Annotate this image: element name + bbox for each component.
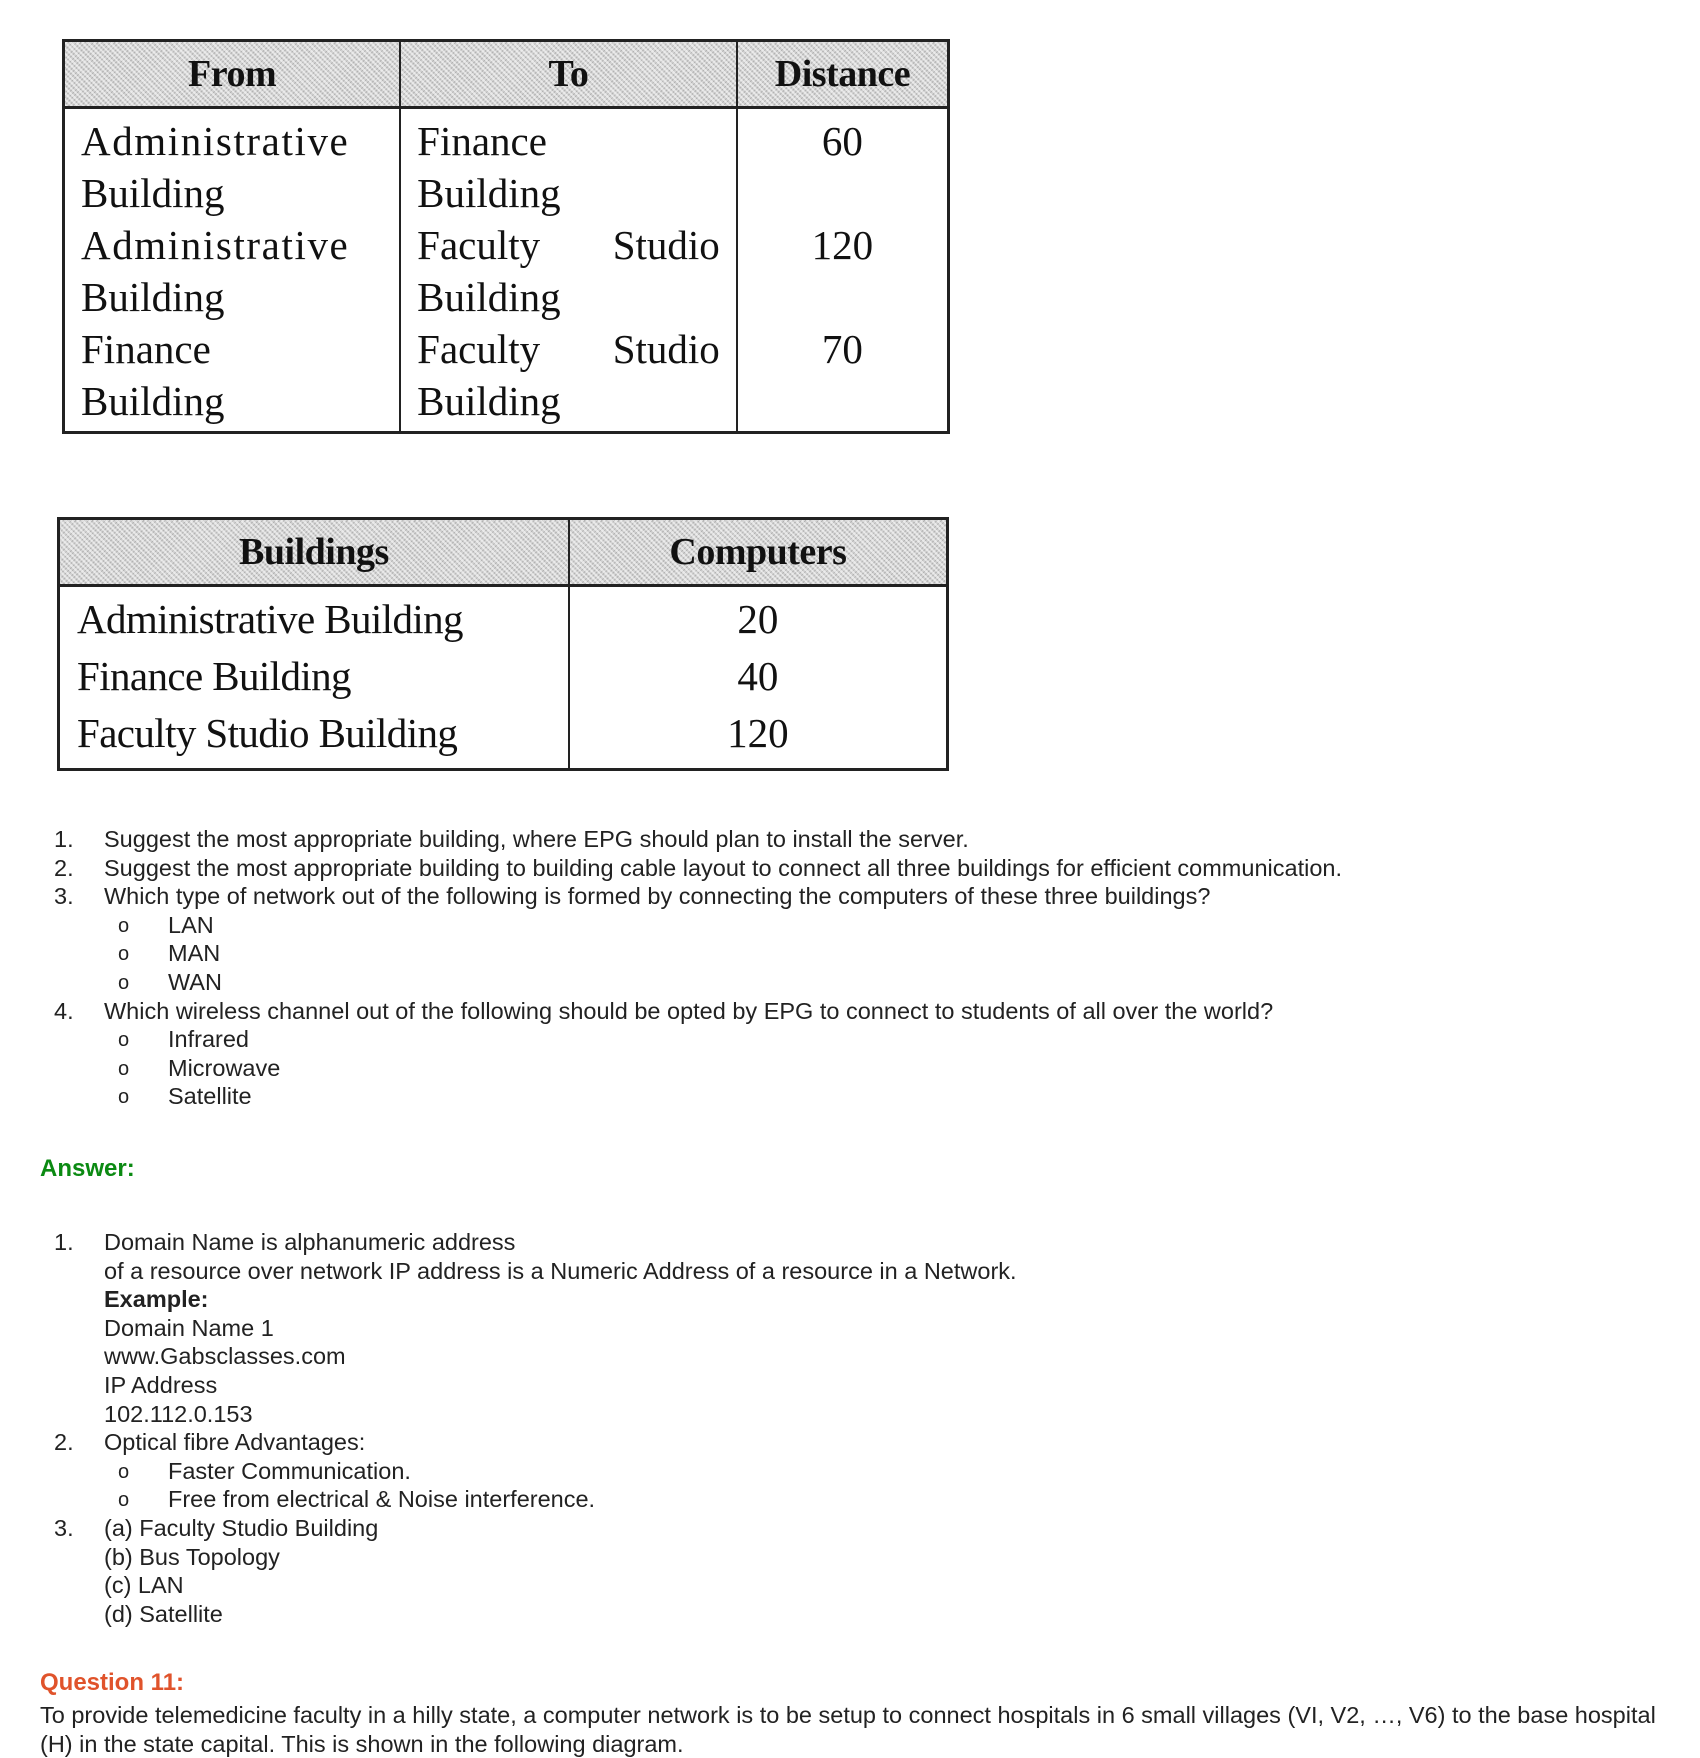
- table-header-row: [59, 519, 948, 586]
- cell-building: Finance Building: [59, 648, 569, 705]
- bullet-icon: o: [118, 1029, 130, 1052]
- column-header-buildings: Buildings: [59, 519, 569, 586]
- question-11-heading: Question 11:: [40, 1669, 185, 1696]
- question-item: 1. Suggest the most appropriate building, where EPG should plan to install the server.: [54, 826, 969, 852]
- column-header-from: From: [64, 41, 401, 108]
- option-item: o WAN: [0, 968, 1700, 997]
- bullet-icon: o: [118, 1489, 130, 1512]
- table-row: [59, 586, 948, 649]
- cell-from: Administrative Building: [64, 108, 401, 220]
- cell-building: Faculty Studio Building: [59, 705, 569, 770]
- cell-to: Faculty Studio Building: [400, 219, 737, 323]
- cell-from: Finance Building: [64, 323, 401, 433]
- option-item: o Faster Communication.: [0, 1457, 1700, 1486]
- bullet-icon: o: [118, 914, 130, 937]
- cell-building: Administrative Building: [59, 586, 569, 649]
- cell-to: Finance Building: [400, 108, 737, 220]
- cell-distance: 120: [737, 219, 949, 323]
- table-row: [64, 108, 949, 220]
- option-item: o Satellite: [0, 1082, 1700, 1111]
- answer-heading: Answer:: [40, 1155, 135, 1182]
- option-item: o LAN: [0, 911, 1700, 940]
- option-item: o Free from electrical & Noise interference.: [0, 1485, 1700, 1514]
- column-header-computers: Computers: [569, 519, 948, 586]
- cell-computers: 120: [569, 705, 948, 770]
- table-row: [64, 323, 949, 433]
- table-row: [59, 648, 948, 705]
- cell-distance: 70: [737, 323, 949, 433]
- cell-computers: 40: [569, 648, 948, 705]
- option-item: o Microwave: [0, 1054, 1700, 1083]
- column-header-to: To: [400, 41, 737, 108]
- bullet-icon: o: [118, 1460, 130, 1483]
- bullet-icon: o: [118, 1057, 130, 1080]
- answer-item: 2. Optical fibre Advantages:: [54, 1429, 366, 1456]
- cell-from: Administrative Building: [64, 219, 401, 323]
- cell-to: Faculty Studio Building: [400, 323, 737, 433]
- computers-table: [57, 517, 949, 771]
- cell-distance: 60: [737, 108, 949, 220]
- example-label: Example:: [104, 1286, 209, 1313]
- bullet-icon: o: [118, 943, 130, 966]
- cell-computers: 20: [569, 586, 948, 649]
- bullet-icon: o: [118, 1086, 130, 1109]
- table-row: [64, 219, 949, 323]
- option-item: o Infrared: [0, 1025, 1700, 1054]
- question-item: 3. Which type of network out of the following is formed by connecting the computers of these three buildings?: [54, 883, 1211, 910]
- distance-table: [62, 39, 950, 434]
- column-header-distance: Distance: [737, 41, 949, 108]
- questions-list: [0, 825, 1700, 1111]
- table-row: [59, 705, 948, 770]
- answers-list: [0, 1228, 1700, 1628]
- answer-item: 1. Domain Name is alphanumeric address of a resource over network IP address is a Numeric Address of a resource in a Network. Example: Domain Name 1 www.Gabsclasses.com IP Address 102.112.0.153: [0, 1228, 1700, 1428]
- table-header-row: [64, 41, 949, 108]
- question-item: 2. Suggest the most appropriate building to building cable layout to connect all three buildings for efficient communication.: [54, 854, 1342, 881]
- bullet-icon: o: [118, 971, 130, 994]
- question-11-text: To provide telemedicine faculty in a hilly state, a computer network is to be setup to connect hospitals in 6 small villages (VI, V2, …, V6) to the base hospital (H) in the state capital. This is shown in the following diagram.: [40, 1702, 1656, 1757]
- question-item: 4. Which wireless channel out of the following should be opted by EPG to connect to students of all over the world?: [54, 997, 1274, 1024]
- option-item: o MAN: [0, 939, 1700, 968]
- answer-item: 3. (a) Faculty Studio Building (b) Bus Topology (c) LAN (d) Satellite: [54, 1514, 379, 1627]
